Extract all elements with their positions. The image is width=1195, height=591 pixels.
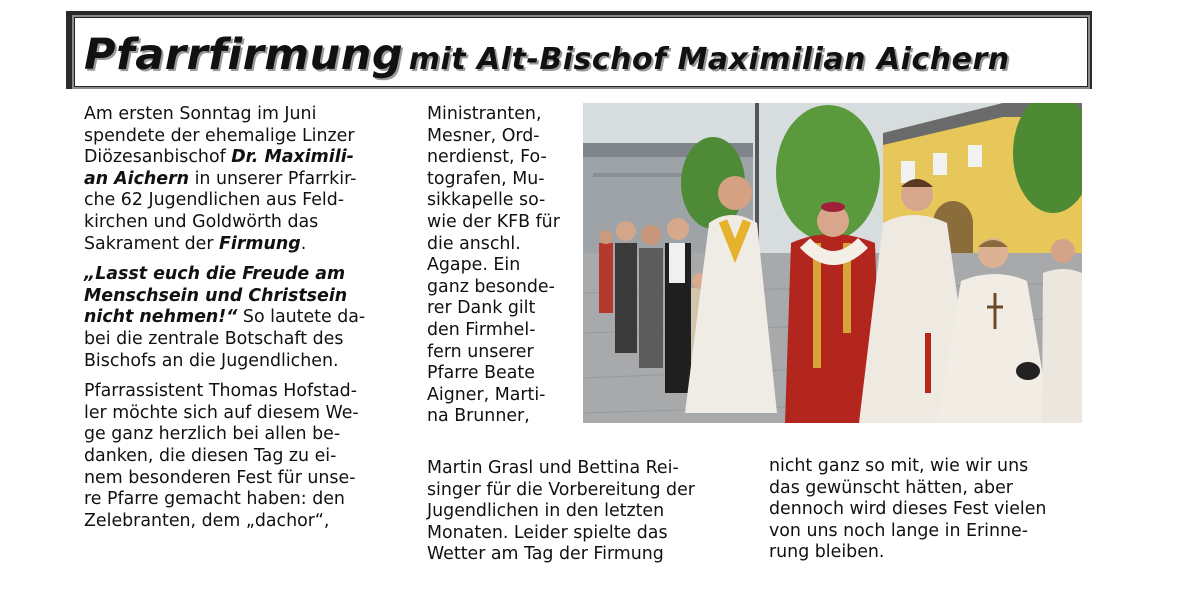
text-line: [427, 212, 560, 232]
text-line: [427, 342, 534, 362]
text-line: [427, 126, 540, 146]
text-line: [427, 406, 530, 426]
text-line: [84, 169, 356, 189]
paragraph-thanks-end: [427, 458, 695, 566]
text-line: [427, 190, 545, 210]
text-line: [427, 234, 521, 254]
text-run: Aigner, Marti-: [427, 384, 546, 405]
text-line: [84, 212, 318, 232]
text-run: Ministranten,: [427, 104, 542, 124]
text-line: [84, 511, 329, 531]
text-run: fern unserer: [427, 341, 534, 362]
text-run: bei die zentrale Botschaft des: [84, 328, 344, 349]
photo-illustration: [583, 103, 1082, 423]
text-run: Wetter am Tag der Firmung: [427, 544, 664, 565]
title-rest: mit Alt-Bischof Maximilian Aichern: [408, 42, 1010, 77]
text-run: tografen, Mu-: [427, 168, 545, 189]
text-line: [427, 523, 668, 543]
text-run: singer für die Vorbereitung der: [427, 479, 695, 500]
text-line: [427, 255, 520, 275]
text-run: .: [300, 233, 307, 254]
text-line: [84, 104, 316, 124]
column-1: [84, 104, 365, 532]
text-run: spendete der ehemalige Linzer: [84, 125, 355, 146]
text-run: ler möchte sich auf diesem We-: [84, 402, 359, 423]
title-main: Pfarrfirmung: [84, 30, 404, 80]
text-run: re Pfarre gemacht haben: den: [84, 489, 345, 510]
text-line: [84, 381, 357, 401]
text-line: [84, 264, 345, 284]
text-line: [84, 468, 355, 488]
text-line: [427, 169, 545, 189]
text-run: den Firmhel-: [427, 319, 536, 340]
paragraph-intro: [84, 104, 365, 255]
text-line: [84, 446, 336, 466]
text-run: Monaten. Leider spielte das: [427, 522, 668, 543]
text-run: Mesner, Ord-: [427, 125, 540, 146]
text-run: ganz besonde-: [427, 276, 555, 297]
text-line: [427, 385, 545, 405]
text-run: Diözesanbischof: [84, 147, 232, 168]
text-line: [427, 480, 695, 500]
text-run: ge ganz herzlich bei allen be-: [84, 424, 341, 445]
text-run: Martin Grasl und Bettina Rei-: [427, 458, 679, 478]
text-line: [427, 298, 535, 318]
text-run: nicht ganz so mit, wie wir uns: [769, 456, 1029, 476]
text-line: [84, 190, 344, 210]
text-run: dennoch wird dieses Fest vielen: [769, 499, 1047, 520]
emphasis-text: Firmung: [219, 233, 301, 254]
text-line: [427, 544, 664, 564]
text-line: [84, 234, 306, 254]
text-run: das gewünscht hätten, aber: [769, 477, 1013, 498]
paragraph-closing: [769, 456, 1046, 564]
text-line: [427, 147, 547, 167]
article-title: [84, 30, 1010, 80]
text-line: [84, 351, 339, 371]
emphasis-text: Menschsein und Christsein: [84, 285, 348, 306]
text-run: in unserer Pfarrkir-: [189, 168, 357, 189]
emphasis-text: Dr. Maximili-: [231, 147, 354, 168]
text-run: nem besonderen Fest für unse-: [84, 467, 356, 488]
paragraph-thanks: [84, 381, 365, 532]
text-line: [84, 489, 345, 509]
text-run: wie der KFB für: [427, 211, 560, 232]
text-line: [427, 458, 679, 478]
text-run: Pfarrassistent Thomas Hofstad-: [84, 381, 357, 402]
text-run: rer Dank gilt: [427, 298, 536, 319]
emphasis-text: „Lasst euch die Freude am: [84, 264, 346, 285]
text-run: kirchen und Goldwörth das: [84, 211, 319, 232]
text-run: danken, die diesen Tag zu ei-: [84, 445, 337, 466]
emphasis-text: nicht nehmen!“: [84, 307, 238, 328]
text-run: sikkapelle so-: [427, 190, 546, 211]
text-run: Am ersten Sonntag im Juni: [84, 104, 317, 124]
text-line: [84, 126, 355, 146]
text-run: Bischofs an die Jugendlichen.: [84, 350, 339, 371]
emphasis-text: an Aichern: [84, 168, 190, 189]
paragraph-quote: [84, 264, 365, 372]
text-line: [769, 478, 1013, 498]
text-line: [427, 104, 541, 124]
text-line: [769, 499, 1046, 519]
column-2-upper: [427, 104, 560, 428]
text-line: [427, 320, 535, 340]
text-run: So lautete da-: [237, 307, 366, 328]
text-line: [84, 329, 343, 349]
column-2-lower: [427, 458, 695, 566]
text-line: [84, 424, 340, 444]
text-run: rung bleiben.: [769, 542, 885, 563]
text-run: Sakrament der: [84, 233, 219, 254]
text-run: Agape. Ein: [427, 255, 521, 276]
column-3: [769, 456, 1046, 564]
paragraph-thanks-continued: [427, 104, 560, 428]
text-line: [427, 363, 535, 383]
text-line: [769, 542, 884, 562]
text-run: na Brunner,: [427, 406, 530, 427]
text-run: Zelebranten, dem „dachor“,: [84, 510, 330, 531]
text-line: [769, 521, 1028, 541]
confirmation-procession-photo: [583, 103, 1082, 423]
text-line: [84, 286, 347, 306]
text-line: [84, 403, 359, 423]
text-run: che 62 Jugendlichen aus Feld-: [84, 190, 345, 211]
text-run: nerdienst, Fo-: [427, 147, 547, 168]
text-line: [427, 277, 555, 297]
text-run: Pfarre Beate: [427, 363, 535, 384]
text-line: [769, 456, 1028, 476]
text-run: die anschl.: [427, 233, 521, 254]
text-line: [84, 307, 365, 327]
text-line: [427, 501, 664, 521]
text-run: Jugendlichen in den letzten: [427, 501, 665, 522]
text-run: von uns noch lange in Erinne-: [769, 520, 1029, 541]
text-line: [84, 147, 354, 167]
